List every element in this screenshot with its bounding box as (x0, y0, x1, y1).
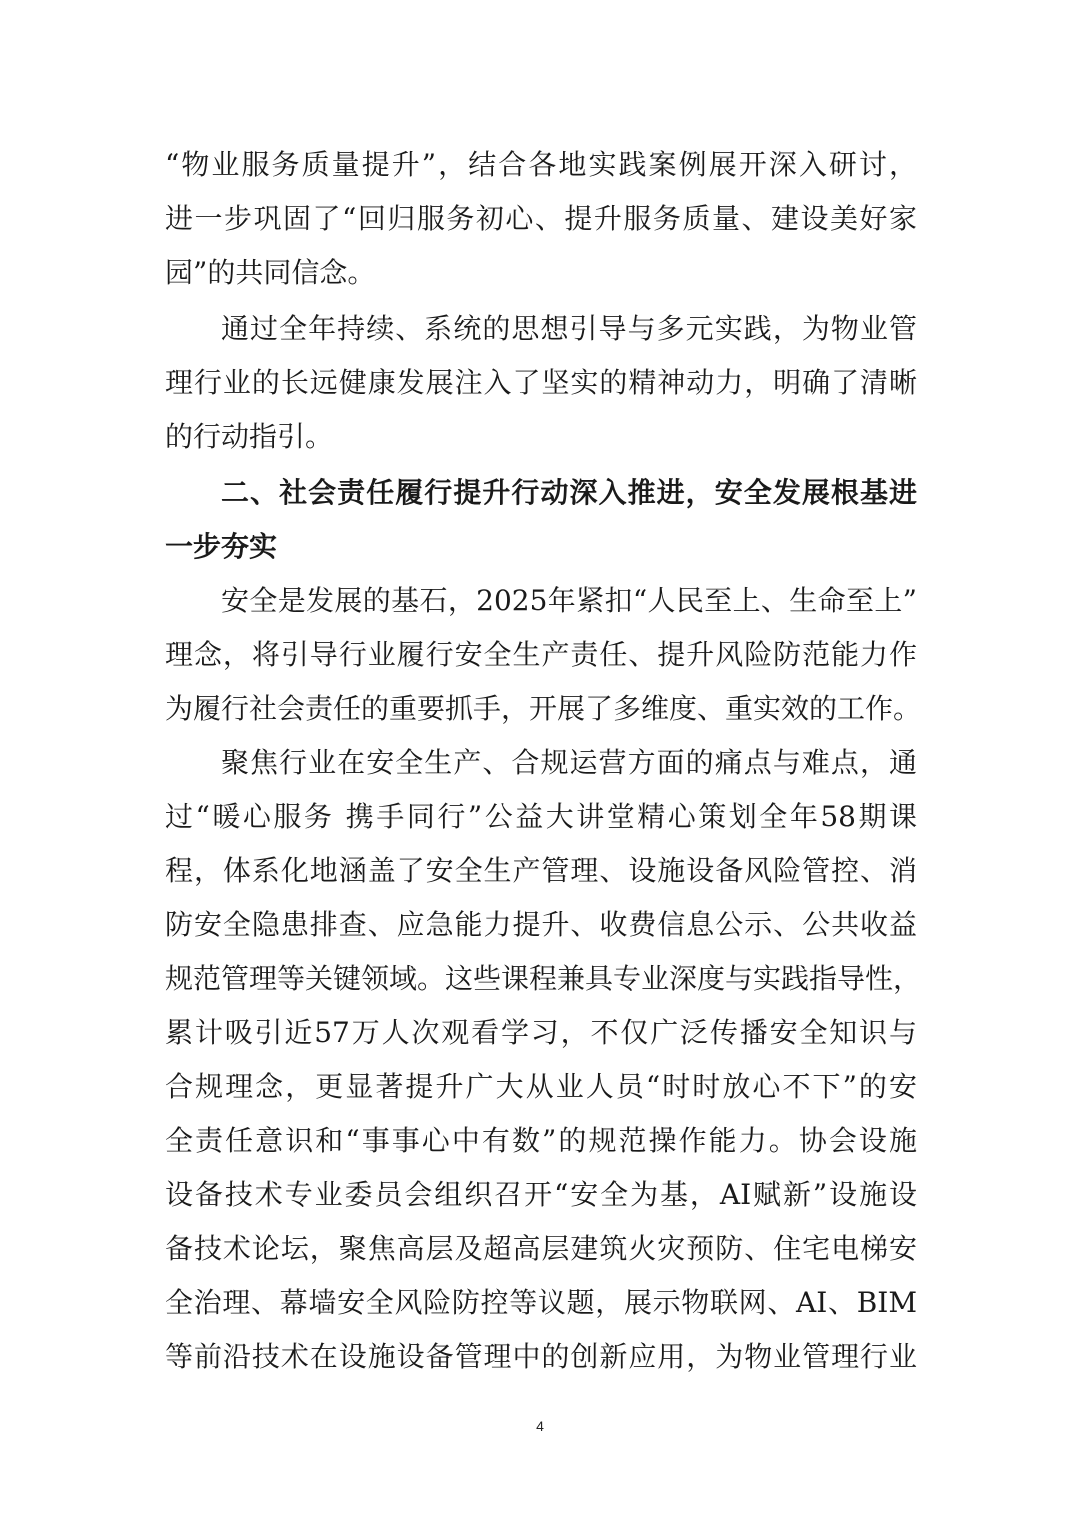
paragraph-line: 累计吸引近57万人次观看学习，不仅广泛传播安全知识与 (165, 1016, 917, 1049)
paragraph-line: 程，体系化地涵盖了安全生产管理、设施设备风险管控、消 (165, 854, 917, 887)
paragraph-line: 理行业的长远健康发展注入了坚实的精神动力，明确了清晰 (165, 366, 917, 399)
paragraph-line: 理念，将引导行业履行安全生产责任、提升风险防范能力作 (165, 638, 917, 671)
paragraph-line: 防安全隐患排查、应急能力提升、收费信息公示、公共收益 (165, 908, 917, 941)
paragraph-line: 的行动指引。 (165, 420, 334, 453)
paragraph-line: 规范管理等关键领域。这些课程兼具专业深度与实践指导性， (165, 962, 922, 995)
paragraph-line: 为履行社会责任的重要抓手，开展了多维度、重实效的工作。 (165, 692, 922, 725)
paragraph-line: 过“暖心服务 携手同行”公益大讲堂精心策划全年58期课 (165, 800, 917, 833)
paragraph-line: 通过全年持续、系统的思想引导与多元实践，为物业管 (221, 312, 917, 345)
paragraph-line: 进一步巩固了“回归服务初心、提升服务质量、建设美好家 (165, 202, 917, 235)
section-heading: 二、社会责任履行提升行动深入推进，安全发展根基进 (221, 476, 917, 509)
paragraph-line: 设备技术专业委员会组织召开“安全为基，AI赋新”设施设 (165, 1178, 917, 1211)
page-number: 4 (536, 1418, 544, 1434)
paragraph-line: 安全是发展的基石，2025年紧扣“人民至上、生命至上” (221, 584, 917, 617)
paragraph-line: 全治理、幕墙安全风险防控等议题，展示物联网、AI、BIM (165, 1286, 917, 1319)
paragraph-line: “物业服务质量提升”，结合各地实践案例展开深入研讨， (165, 148, 917, 181)
paragraph-line: 合规理念，更显著提升广大从业人员“时时放心不下”的安 (165, 1070, 917, 1103)
paragraph-line: 聚焦行业在安全生产、合规运营方面的痛点与难点，通 (221, 746, 917, 779)
section-heading: 一步夯实 (165, 530, 278, 563)
paragraph-line: 备技术论坛，聚焦高层及超高层建筑火灾预防、住宅电梯安 (165, 1232, 917, 1265)
paragraph-line: 园”的共同信念。 (165, 256, 376, 289)
paragraph-line: 全责任意识和“事事心中有数”的规范操作能力。协会设施 (165, 1124, 917, 1157)
paragraph-line: 等前沿技术在设施设备管理中的创新应用，为物业管理行业 (165, 1340, 917, 1373)
